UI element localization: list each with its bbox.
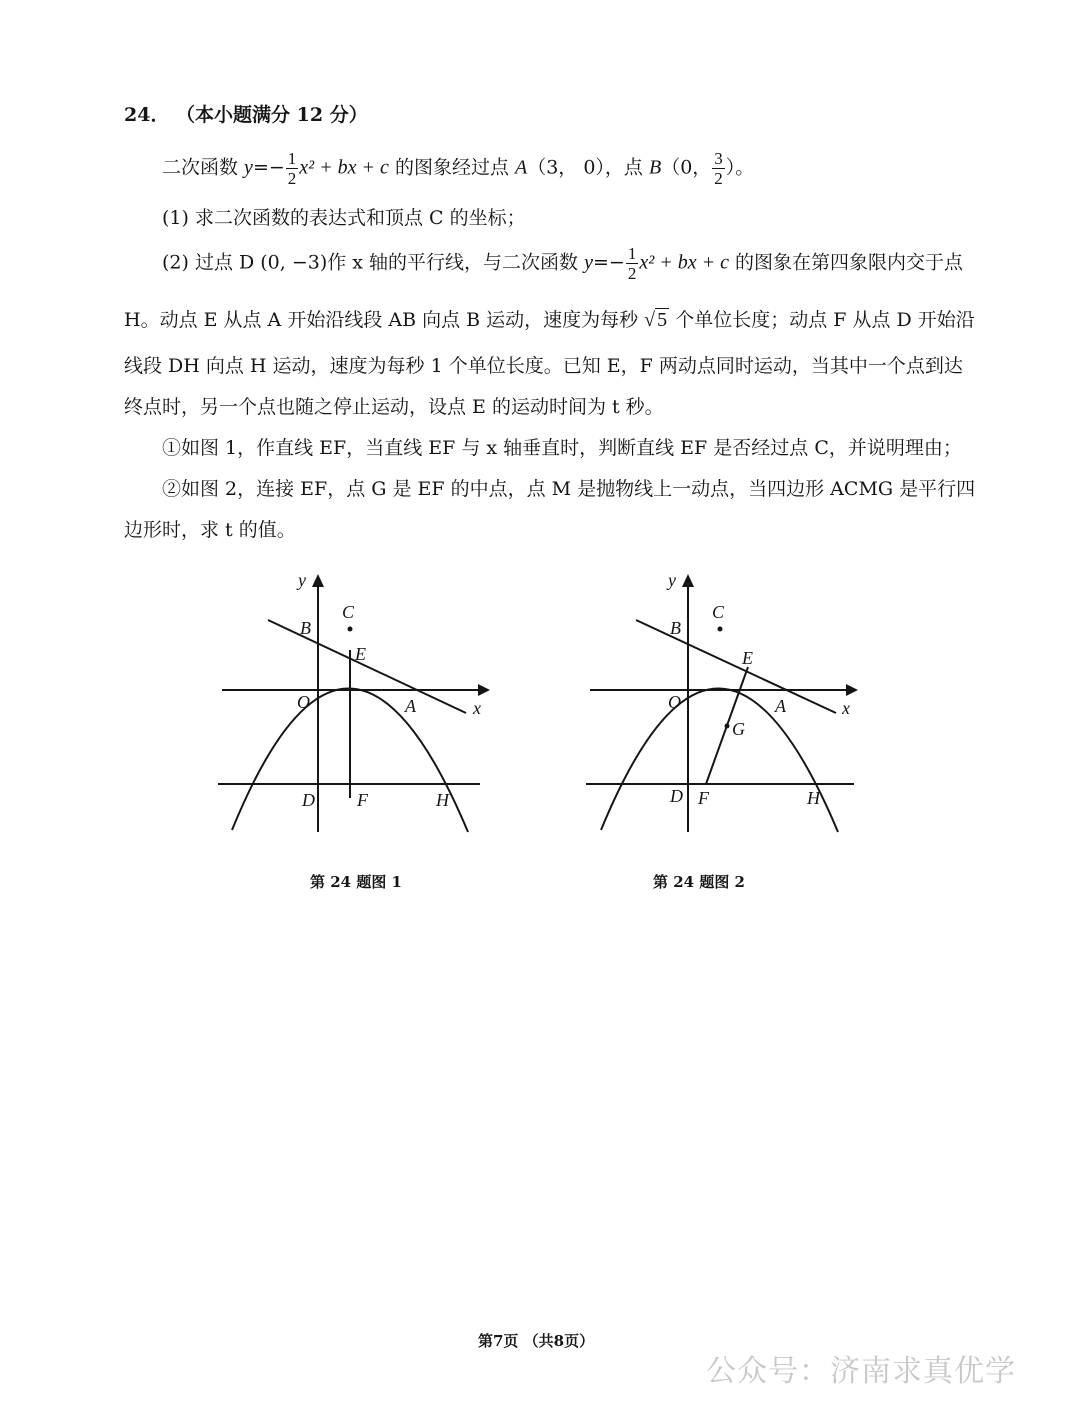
sqrt-radicand: 5 (657, 309, 668, 331)
fig2-y-arrow (682, 574, 694, 587)
intro-text-1: 二次函数 (162, 156, 245, 179)
fig1-label-c: C (342, 602, 355, 622)
intro-text-2: 的图象经过点 (388, 156, 515, 179)
fig2-label-o: O (668, 692, 681, 712)
figure-1-caption: 第 24 题图 1 (310, 873, 402, 891)
fig1-y-arrow (312, 574, 324, 587)
fig1-label-o: O (297, 692, 310, 712)
fig2-label-f: F (698, 788, 709, 808)
fig2-parabola (601, 688, 838, 832)
part-2-sub-2b: 边形时，求 t 的值。 (124, 519, 296, 541)
fig2-label-b: B (670, 618, 681, 638)
b-frac-num: 3 (714, 149, 723, 168)
b-frac-den: 2 (714, 169, 723, 188)
eq2-rest: x² + bx + c (639, 251, 729, 274)
fig1-label-d: D (302, 790, 315, 810)
watermark: 公众号：济南求真优学 (706, 1354, 1016, 1389)
fig1-point-c (348, 627, 353, 632)
eq-frac-den: 2 (287, 169, 297, 188)
point-b-fraction (712, 150, 725, 187)
fig2-point-g (725, 724, 730, 729)
fig2-x-arrow (846, 684, 858, 696)
fig1-x-arrow (478, 684, 490, 696)
eq2-frac-den: 2 (627, 264, 637, 283)
fig1-label-y: y (298, 570, 306, 590)
part-2-line-4: 终点时，另一个点也随之停止运动，设点 E 的运动时间为 t 秒。 (124, 396, 664, 418)
part-2-line-3: 线段 DH 向点 H 运动，速度为每秒 1 个单位长度。已知 E，F 两动点同时运动，当其中一个点到达 (124, 355, 963, 377)
point-b-label: B (648, 156, 662, 179)
eq2-fraction (626, 245, 639, 282)
figure-2-graph (570, 560, 890, 850)
eq-frac-num: 1 (287, 149, 297, 168)
figure-1-graph (200, 560, 520, 850)
intro-text-3: （3， 0），点 (527, 156, 649, 179)
fig2-label-a: A (775, 696, 786, 716)
fig1-label-a: A (405, 696, 416, 716)
fig1-label-h: H (436, 790, 449, 810)
fig2-label-d: D (670, 786, 683, 806)
part2-text-2a: H。动点 E 从点 A 开始沿线段 AB 向点 B 运动，速度为每秒 (124, 309, 645, 331)
fig1-label-b: B (300, 618, 311, 638)
part2-text-1a: (2) 过点 D (0, −3)作 x 轴的平行线，与二次函数 (162, 251, 585, 274)
part2-text-1b: 的图象在第四象限内交于点 (728, 251, 964, 274)
part2-text-2b: 个单位长度；动点 F 从点 D 开始沿 (669, 309, 975, 331)
sqrt-expression: √ 5 (644, 309, 668, 331)
problem-intro (162, 150, 754, 187)
point-a-label: A (515, 156, 528, 179)
problem-header: 24． （本小题满分 12 分） (124, 104, 368, 126)
eq2-minus: =− (593, 251, 625, 274)
fig2-label-c: C (712, 602, 725, 622)
fig2-label-g: G (732, 719, 745, 739)
eq2-frac-num: 1 (627, 244, 637, 263)
eq-fraction (286, 150, 299, 187)
fig1-label-e: E (355, 644, 366, 664)
part-2-line-2 (124, 310, 975, 330)
fig2-label-h: H (807, 788, 820, 808)
fig2-label-e: E (742, 648, 753, 668)
intro-text-4: （0， (661, 156, 712, 179)
fig1-label-f: F (357, 790, 368, 810)
page-footer: 第7页 （共8页） (478, 1332, 595, 1350)
figure-2-caption: 第 24 题图 2 (653, 873, 745, 891)
fig2-label-y: y (668, 570, 676, 590)
eq2-y: y (584, 251, 593, 274)
fig2-label-x: x (842, 698, 850, 718)
intro-text-5: ）。 (725, 156, 755, 179)
fig2-point-c (718, 627, 723, 632)
eq-minus: =− (252, 156, 285, 179)
part-2-sub-1: ①如图 1，作直线 EF，当直线 EF 与 x 轴垂直时，判断直线 EF 是否经过点 C，并说明理由； (162, 437, 962, 459)
fig1-label-x: x (473, 698, 481, 718)
eq-rest: x² + bx + c (299, 156, 389, 179)
part-1: (1) 求二次函数的表达式和顶点 C 的坐标； (162, 207, 526, 229)
eq-y: y (244, 156, 253, 179)
part-2-line-1 (162, 245, 963, 282)
part-2-sub-2a: ②如图 2，连接 EF，点 G 是 EF 的中点，点 M 是抛物线上一动点，当四边形 ACMG 是平行四 (162, 478, 976, 500)
